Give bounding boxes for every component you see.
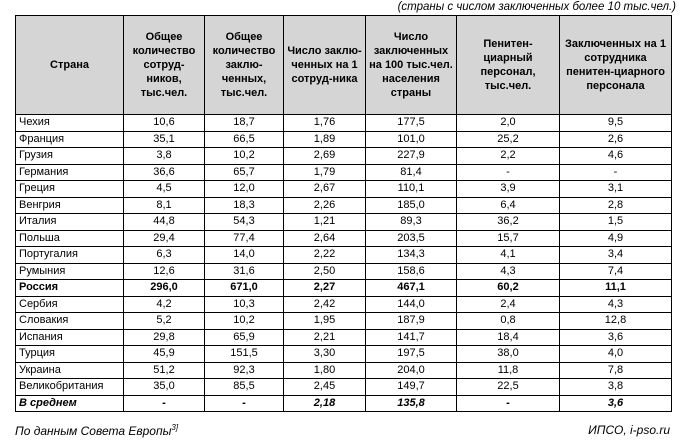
cell-per-staff: 2,69 [284, 148, 366, 165]
cell-prisoners: 77,4 [205, 230, 284, 247]
cell-prisoners: 12,0 [205, 181, 284, 198]
site-credit: ИПСО, i-pso.ru [588, 423, 670, 437]
cell-per-pen-staff: 1,5 [560, 214, 672, 231]
table-row [16, 181, 672, 198]
cell-country: Греция [16, 181, 124, 198]
cell-per-100k: 203,5 [366, 230, 457, 247]
cell-per-pen-staff: 4,6 [560, 148, 672, 165]
cell-per-pen-staff: 3,8 [560, 379, 672, 396]
table-header-row [16, 16, 672, 115]
cell-penitentiary: - [457, 395, 560, 412]
cell-staff: 51,2 [124, 362, 205, 379]
cell-staff: - [124, 395, 205, 412]
table-row [16, 313, 672, 330]
cell-per-100k: 197,5 [366, 346, 457, 363]
cell-per-staff: 1,95 [284, 313, 366, 330]
cell-prisoners: 85,5 [205, 379, 284, 396]
cell-prisoners: 92,3 [205, 362, 284, 379]
cell-per-100k: 177,5 [366, 115, 457, 132]
cell-staff: 45,9 [124, 346, 205, 363]
cell-per-staff: 2,22 [284, 247, 366, 264]
cell-per-100k: 81,4 [366, 164, 457, 181]
source-note [15, 423, 178, 438]
cell-country: Венгрия [16, 197, 124, 214]
table-row [16, 247, 672, 264]
header-staff: Общее количество сотруд-ников, тыс.чел. [124, 16, 205, 115]
cell-per-100k: 141,7 [366, 329, 457, 346]
cell-per-pen-staff: 12,8 [560, 313, 672, 330]
cell-per-pen-staff: 3,4 [560, 247, 672, 264]
cell-country: Грузия [16, 148, 124, 165]
cell-penitentiary: 38,0 [457, 346, 560, 363]
table-row [16, 148, 672, 165]
cell-staff: 4,5 [124, 181, 205, 198]
cell-penitentiary: 36,2 [457, 214, 560, 231]
cell-country: Италия [16, 214, 124, 231]
cell-staff: 35,1 [124, 131, 205, 148]
cell-prisoners: 10,2 [205, 313, 284, 330]
cell-per-100k: 134,3 [366, 247, 457, 264]
cell-penitentiary: 22,5 [457, 379, 560, 396]
table-body [16, 115, 672, 412]
cell-penitentiary: 0,8 [457, 313, 560, 330]
cell-staff: 29,4 [124, 230, 205, 247]
cell-country: Чехия [16, 115, 124, 132]
cell-penitentiary: 2,4 [457, 296, 560, 313]
cell-per-staff: 2,45 [284, 379, 366, 396]
table-caption: (страны с числом заключенных более 10 тыс.чел.) [397, 1, 676, 13]
cell-per-100k: 144,0 [366, 296, 457, 313]
cell-per-staff: 2,67 [284, 181, 366, 198]
cell-staff: 5,2 [124, 313, 205, 330]
cell-per-pen-staff: 2,6 [560, 131, 672, 148]
header-penitentiary: Пенитен-циарный персонал, тыс.чел. [457, 16, 560, 115]
cell-country: Россия [16, 280, 124, 297]
table-row [16, 214, 672, 231]
cell-per-100k: 158,6 [366, 263, 457, 280]
cell-prisoners: 10,2 [205, 148, 284, 165]
cell-per-staff: 1,89 [284, 131, 366, 148]
cell-staff: 12,6 [124, 263, 205, 280]
prison-statistics-table [15, 15, 672, 412]
cell-country: Германия [16, 164, 124, 181]
cell-staff: 296,0 [124, 280, 205, 297]
table-row [16, 329, 672, 346]
cell-penitentiary: 4,1 [457, 247, 560, 264]
cell-per-staff: 1,80 [284, 362, 366, 379]
cell-per-staff: 2,64 [284, 230, 366, 247]
table-row [16, 230, 672, 247]
cell-staff: 29,8 [124, 329, 205, 346]
cell-country: Словакия [16, 313, 124, 330]
cell-per-100k: 110,1 [366, 181, 457, 198]
table-row [16, 263, 672, 280]
source-text: По данным Совета Европы [15, 424, 172, 438]
cell-prisoners: 65,9 [205, 329, 284, 346]
cell-per-100k: 101,0 [366, 131, 457, 148]
cell-per-pen-staff: 4,0 [560, 346, 672, 363]
cell-per-staff: 3,30 [284, 346, 366, 363]
cell-staff: 3,8 [124, 148, 205, 165]
cell-per-pen-staff: 3,1 [560, 181, 672, 198]
cell-per-100k: 135,8 [366, 395, 457, 412]
cell-per-pen-staff: - [560, 164, 672, 181]
table-row [16, 131, 672, 148]
cell-per-staff: 2,50 [284, 263, 366, 280]
cell-penitentiary: 6,4 [457, 197, 560, 214]
cell-per-pen-staff: 2,8 [560, 197, 672, 214]
cell-penitentiary: 25,2 [457, 131, 560, 148]
header-prisoners: Общее количество заклю-ченных, тыс.чел. [205, 16, 284, 115]
cell-prisoners: 54,3 [205, 214, 284, 231]
cell-per-staff: 2,42 [284, 296, 366, 313]
cell-penitentiary: 2,2 [457, 148, 560, 165]
cell-country: Украина [16, 362, 124, 379]
cell-prisoners: 18,3 [205, 197, 284, 214]
cell-penitentiary: 60,2 [457, 280, 560, 297]
header-country: Страна [16, 16, 124, 115]
cell-staff: 35,0 [124, 379, 205, 396]
cell-penitentiary: 3,9 [457, 181, 560, 198]
cell-per-pen-staff: 3,6 [560, 395, 672, 412]
header-per-staff: Число заклю-ченных на 1 сотруд-ника [284, 16, 366, 115]
cell-country: Португалия [16, 247, 124, 264]
cell-prisoners: 65,7 [205, 164, 284, 181]
cell-country: В среднем [16, 395, 124, 412]
cell-per-100k: 204,0 [366, 362, 457, 379]
cell-per-staff: 1,79 [284, 164, 366, 181]
table-row [16, 197, 672, 214]
cell-prisoners: 18,7 [205, 115, 284, 132]
cell-per-100k: 149,7 [366, 379, 457, 396]
cell-staff: 4,2 [124, 296, 205, 313]
cell-penitentiary: 18,4 [457, 329, 560, 346]
cell-country: Сербия [16, 296, 124, 313]
cell-per-100k: 185,0 [366, 197, 457, 214]
cell-per-staff: 2,21 [284, 329, 366, 346]
cell-country: Турция [16, 346, 124, 363]
cell-staff: 10,6 [124, 115, 205, 132]
cell-per-staff: 2,18 [284, 395, 366, 412]
cell-penitentiary: - [457, 164, 560, 181]
cell-per-staff: 1,76 [284, 115, 366, 132]
cell-country: Румыния [16, 263, 124, 280]
cell-penitentiary: 15,7 [457, 230, 560, 247]
cell-staff: 36,6 [124, 164, 205, 181]
cell-penitentiary: 4,3 [457, 263, 560, 280]
header-per-pen-staff: Заключенных на 1 сотрудника пенитен-циарного персонала [560, 16, 672, 115]
cell-country: Испания [16, 329, 124, 346]
cell-prisoners: 671,0 [205, 280, 284, 297]
header-per-100k: Число заключенных на 100 тыс.чел. населения страны [366, 16, 457, 115]
cell-per-staff: 2,27 [284, 280, 366, 297]
cell-per-100k: 187,9 [366, 313, 457, 330]
table-row [16, 115, 672, 132]
cell-staff: 44,8 [124, 214, 205, 231]
table-row [16, 346, 672, 363]
cell-per-pen-staff: 4,3 [560, 296, 672, 313]
cell-penitentiary: 2,0 [457, 115, 560, 132]
cell-per-pen-staff: 4,9 [560, 230, 672, 247]
table-row [16, 362, 672, 379]
table-row [16, 395, 672, 412]
cell-country: Франция [16, 131, 124, 148]
cell-per-pen-staff: 3,6 [560, 329, 672, 346]
cell-per-pen-staff: 7,4 [560, 263, 672, 280]
cell-per-100k: 227,9 [366, 148, 457, 165]
cell-country: Польша [16, 230, 124, 247]
cell-staff: 6,3 [124, 247, 205, 264]
cell-per-pen-staff: 9,5 [560, 115, 672, 132]
table-row [16, 379, 672, 396]
cell-prisoners: 10,3 [205, 296, 284, 313]
cell-per-pen-staff: 7,8 [560, 362, 672, 379]
cell-staff: 8,1 [124, 197, 205, 214]
cell-penitentiary: 11,8 [457, 362, 560, 379]
table-row [16, 296, 672, 313]
table-row [16, 280, 672, 297]
cell-prisoners: 66,5 [205, 131, 284, 148]
cell-per-staff: 1,21 [284, 214, 366, 231]
cell-prisoners: - [205, 395, 284, 412]
cell-country: Великобритания [16, 379, 124, 396]
cell-prisoners: 14,0 [205, 247, 284, 264]
cell-per-pen-staff: 11,1 [560, 280, 672, 297]
cell-per-staff: 2,26 [284, 197, 366, 214]
source-reference-mark: 3] [171, 423, 179, 432]
cell-prisoners: 151,5 [205, 346, 284, 363]
table-row [16, 164, 672, 181]
cell-prisoners: 31,6 [205, 263, 284, 280]
cell-per-100k: 467,1 [366, 280, 457, 297]
cell-per-100k: 89,3 [366, 214, 457, 231]
